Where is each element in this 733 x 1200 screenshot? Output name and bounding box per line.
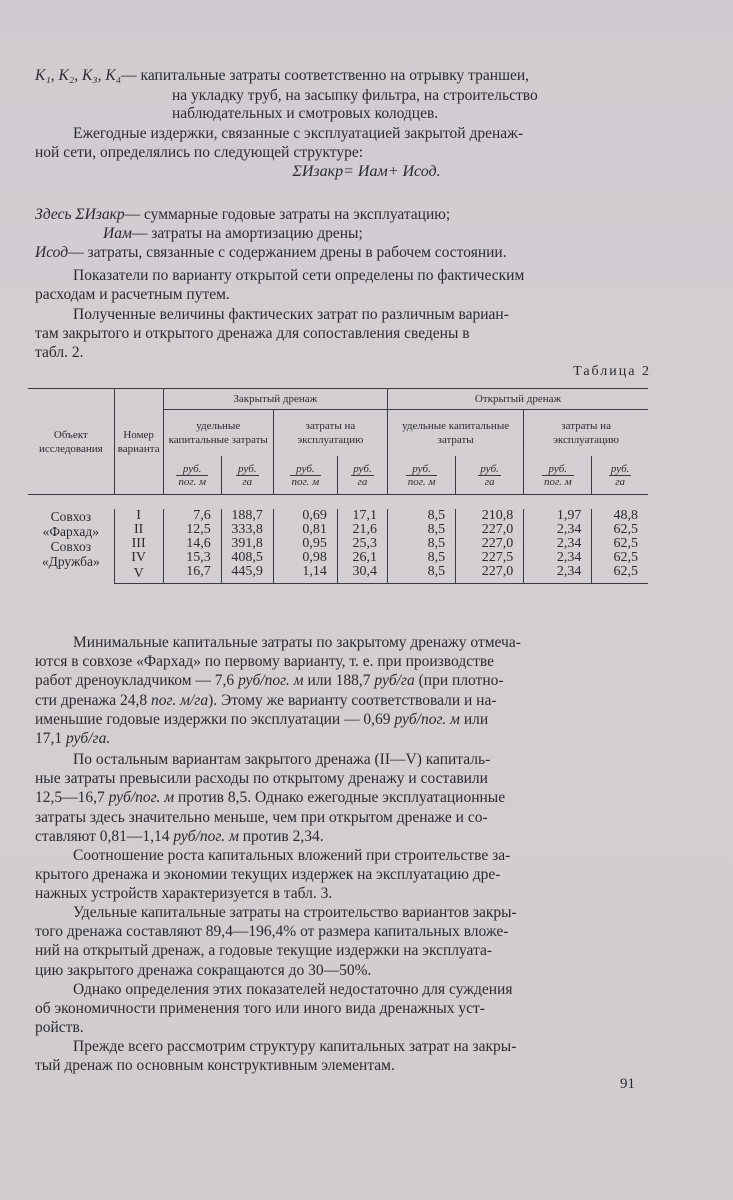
table-cell: 7,6: [163, 509, 221, 523]
table-cell: 188,7: [221, 509, 273, 523]
table-cell: 25,3: [337, 537, 387, 551]
legend-text-2: — затраты на амортизацию дрены;: [131, 225, 363, 242]
object-name: Совхоз: [50, 539, 92, 554]
rest-line-2: ные затраты превысили расходы по открытому дренажу и составили: [35, 770, 488, 788]
legend-sym-3: Исод: [35, 244, 69, 261]
table-cell: 8,5: [388, 509, 456, 523]
table-cell: 408,5: [221, 551, 273, 565]
min-line-4: сти дренажа 24,8 пог. м/га). Этому же варианту соответствовали и на-: [35, 691, 497, 709]
summary-line-1: Полученные величины фактических затрат по различным вариан-: [73, 306, 509, 323]
ratio-line-2: крытого дренажа и экономии текущих издержек на эксплуатацию дре-: [35, 866, 501, 884]
variant-number: II: [114, 523, 163, 537]
min-line-6: 17,1 руб/га.: [35, 730, 111, 748]
specific-line-2: того дренажа составляют 89,4—196,4% от размера капитальных вложе-: [35, 923, 509, 941]
table-cell: 48,8: [592, 509, 648, 523]
ratio-paragraph: [35, 846, 671, 904]
table-cell: 227,0: [456, 537, 524, 551]
table-cell: 333,8: [221, 523, 273, 537]
k-desc-line-3: наблюдательных и смотровых колодцев.: [172, 105, 439, 122]
table-cell: 16,7: [163, 565, 221, 584]
table-row: [28, 565, 648, 584]
table-row: [28, 509, 648, 523]
header-closed: Закрытый дренаж: [163, 389, 387, 410]
table-cell: 15,3: [163, 551, 221, 565]
table-cell: 62,5: [592, 565, 648, 584]
table-2: [28, 388, 648, 584]
table-cell: 1,97: [524, 509, 592, 523]
table-cell: 2,34: [524, 523, 592, 537]
table-cell: 445,9: [221, 565, 273, 584]
costs-line-1: Ежегодные издержки, связанные с эксплуатацией закрытой дренаж-: [73, 125, 524, 142]
table-caption: Таблица 2: [573, 364, 651, 379]
unit-rub-ga: $\frac{\text{руб.}}{га}$: [337, 456, 387, 495]
table-cell: 210,8: [456, 509, 524, 523]
open-line-1: Показатели по варианту открытой сети определены по фактическим: [73, 267, 525, 284]
table-cell: 0,95: [273, 537, 337, 551]
variant-number: IV: [114, 551, 163, 565]
table-cell: 30,4: [337, 565, 387, 584]
table-cell: 391,8: [221, 537, 273, 551]
legend-line-1: [35, 205, 450, 225]
header-open-capital: удельные капитальные затраты: [388, 410, 524, 457]
table-cell: 8,5: [388, 551, 456, 565]
however-line-1: Однако определения этих показателей недостаточно для суждения: [73, 981, 513, 998]
table-cell: 0,69: [273, 509, 337, 523]
table-cell: 12,5: [163, 523, 221, 537]
summary-line-3: табл. 2.: [35, 344, 84, 362]
however-paragraph: [35, 980, 671, 1038]
however-line-2: об экономичности применения того или иного вида дренажных уст-: [35, 1000, 485, 1018]
legend-text-1: — суммарные годовые затраты на эксплуатацию;: [124, 206, 451, 223]
unit-rub-ga: $\frac{\text{руб.}}{га}$: [221, 456, 273, 495]
structure-line-2: тый дренаж по основным конструктивным элементам.: [35, 1057, 395, 1075]
table-cell: 62,5: [592, 523, 648, 537]
header-object: Объект исследования: [28, 389, 114, 495]
specific-costs-paragraph: [35, 903, 671, 980]
open-network-paragraph: [35, 266, 671, 304]
min-line-2: ются в совхозе «Фархад» по первому варианту, т. е. при производстве: [35, 653, 494, 671]
header-variant: Номер варианта: [114, 389, 163, 495]
header-open: Открытый дренаж: [388, 389, 649, 410]
table-cell: 0,98: [273, 551, 337, 565]
variant-number: III: [114, 537, 163, 551]
specific-line-3: ний на открытый дренаж, а годовые текущие издержки на эксплуата-: [35, 942, 493, 960]
ratio-line-3: нажных устройств характеризуется в табл. 3.: [35, 885, 333, 903]
table-cell: 0,81: [273, 523, 337, 537]
table-cell: 62,5: [592, 537, 648, 551]
summary-paragraph: [35, 305, 671, 363]
table-cell: 17,1: [337, 509, 387, 523]
remaining-variants-paragraph: [35, 750, 671, 846]
formula: ΣИзакр= Иам+ Исод.: [292, 163, 441, 180]
table-cell: 8,5: [388, 537, 456, 551]
table-cell: 2,34: [524, 537, 592, 551]
structure-paragraph: [35, 1037, 671, 1075]
table-cell: 2,34: [524, 565, 592, 584]
unit-rub-ga: $\frac{\text{руб.}}{га}$: [592, 456, 648, 495]
legend-sym-1: Здесь ΣИзакр: [35, 206, 125, 223]
table-row: [28, 537, 648, 551]
object-name: «Фархад»: [42, 524, 99, 539]
open-line-2: расходам и расчетным путем.: [35, 286, 230, 304]
costs-paragraph: [35, 124, 671, 162]
min-line-1: Минимальные капитальные затраты по закрытому дренажу отмеча-: [73, 634, 521, 651]
min-line-3: работ дреноукладчиком — 7,6 руб/пог. м или 188,7 руб/га (при плотно-: [35, 672, 504, 690]
k-desc-line-1: — капитальные затраты соответственно на отрывку траншеи,: [121, 67, 530, 84]
legend-text-3: — затраты, связанные с содержанием дрены в рабочем состоянии.: [68, 244, 507, 261]
specific-line-1: Удельные капитальные затраты на строительство вариантов закры-: [73, 904, 517, 921]
table-cell: 227,0: [456, 523, 524, 537]
summary-line-2: там закрытого и открытого дренажа для сопоставления сведены в: [35, 325, 470, 343]
header-closed-capital: удельные капитальные затраты: [163, 410, 273, 457]
object-name: Совхоз: [50, 509, 92, 524]
table-cell: 62,5: [592, 551, 648, 565]
k-symbols-text: K₁, K₂, K₃, K₄: [35, 67, 122, 84]
table-cell: 21,6: [337, 523, 387, 537]
minimal-cost-paragraph: [35, 633, 671, 748]
table-cell: 8,5: [388, 565, 456, 584]
unit-rub-ga: $\frac{\text{руб.}}{га}$: [456, 456, 524, 495]
legend-line-3: [35, 243, 507, 263]
unit-rub-pog-m: $\frac{\text{руб.}}{\text{пог. м}}$: [388, 456, 456, 495]
table-cell: 8,5: [388, 523, 456, 537]
costs-line-2: ной сети, определялись по следующей структуре:: [35, 144, 364, 162]
table-cell: 227,5: [456, 551, 524, 565]
specific-line-4: цию закрытого дренажа сокращаются до 30—50%.: [35, 961, 372, 979]
table-cell: 2,34: [524, 551, 592, 565]
unit-rub-pog-m: $\frac{\text{руб.}}{\text{пог. м}}$: [524, 456, 592, 495]
header-closed-operation: затраты на эксплуатацию: [273, 410, 387, 457]
k-symbols: [35, 66, 529, 86]
table-cell: 26,1: [337, 551, 387, 565]
k-desc-line-2: на укладку труб, на засыпку фильтра, на строительство: [172, 87, 538, 104]
min-line-5: именьшие годовые издержки по эксплуатации — 0,69 руб/пог. м или: [35, 710, 489, 728]
table-cell: 1,14: [273, 565, 337, 584]
page-number: 91: [620, 1076, 635, 1092]
table-row: [28, 551, 648, 565]
header-open-operation: затраты на эксплуатацию: [524, 410, 648, 457]
object-names: [28, 509, 114, 584]
table-spacer: [28, 495, 648, 510]
table-cell: 14,6: [163, 537, 221, 551]
unit-rub-pog-m: $\frac{\text{руб.}}{\text{пог. м}}$: [273, 456, 337, 495]
unit-rub-pog-m: $\frac{\text{руб.}}{\text{пог. м}}$: [163, 456, 221, 495]
variant-number: I: [114, 509, 163, 523]
ratio-line-1: Соотношение роста капитальных вложений при строительстве за-: [73, 847, 511, 864]
legend-line-2: [103, 224, 363, 244]
object-name: «Дружба»: [41, 554, 100, 569]
structure-line-1: Прежде всего рассмотрим структуру капитальных затрат на закры-: [73, 1038, 517, 1055]
table-cell: 227,0: [456, 565, 524, 584]
however-line-3: ройств.: [35, 1019, 84, 1037]
legend-sym-2: Иам: [103, 225, 132, 242]
rest-line-5: ставляют 0,81—1,14 руб/пог. м против 2,34.: [35, 827, 324, 845]
variant-number: V: [114, 565, 163, 584]
rest-line-1: По остальным вариантам закрытого дренажа (II—V) капиталь-: [73, 751, 491, 768]
rest-line-3: 12,5—16,7 руб/пог. м против 8,5. Однако ежегодные эксплуатационные: [35, 789, 506, 807]
table-row: [28, 523, 648, 537]
rest-line-4: затраты здесь значительно меньше, чем при открытом дренаже и со-: [35, 808, 488, 826]
